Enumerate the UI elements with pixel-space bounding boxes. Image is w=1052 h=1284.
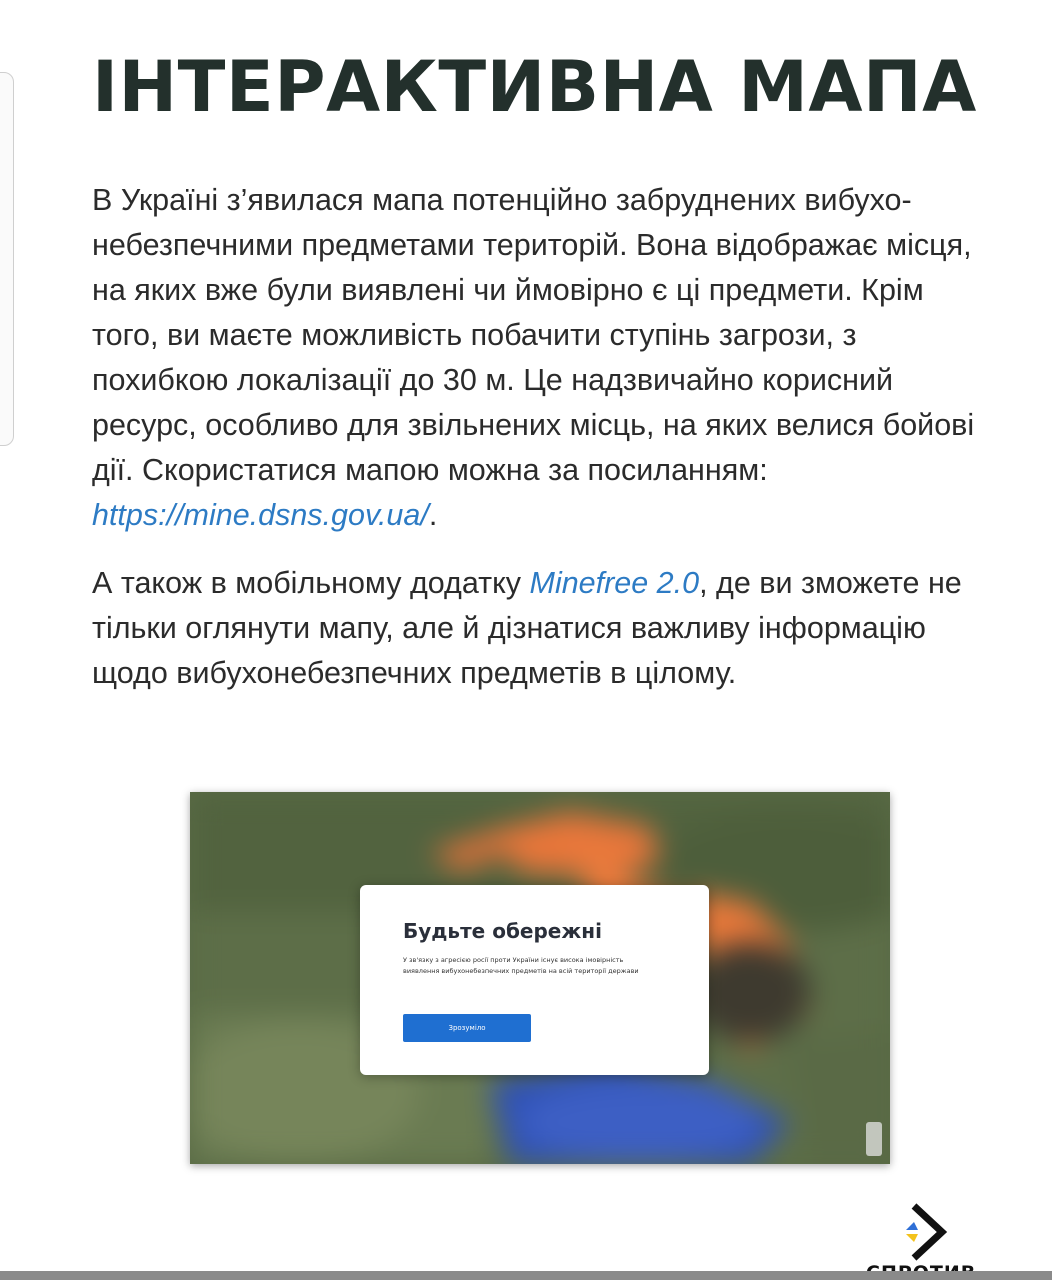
page-title: ІНТЕРАКТИВНА МАПА xyxy=(92,46,977,128)
paragraph-2-text: , де ви зможете не тільки оглянути мапу, але й дізнатися важливу інформацію щодо вибухонебезпечних предметів в цілому. xyxy=(92,566,962,690)
paragraph-1-end: . xyxy=(428,498,438,532)
logo-chevron-icon xyxy=(902,1200,954,1264)
bottom-scroll-bar xyxy=(0,1271,1052,1280)
paragraph-2-start: А також в мобільному додатку xyxy=(92,566,530,600)
paragraph-app-info xyxy=(92,561,992,696)
warning-modal xyxy=(360,885,709,1075)
understood-button[interactable]: Зрозуміло xyxy=(403,1014,531,1042)
minefree-app-link[interactable]: Minefree 2.0 xyxy=(529,566,700,600)
modal-text: У зв'язку з агресією росії проти України існує висока імовірність виявлення вибухонебезпечних предметів на всій території держави xyxy=(403,956,639,975)
map-screenshot xyxy=(190,792,890,1164)
sprotyv-logo xyxy=(864,1196,992,1280)
paragraph-map-info xyxy=(92,178,992,538)
modal-title: Будьте обережні xyxy=(403,919,602,943)
side-panel-handle[interactable] xyxy=(0,72,14,446)
mine-map-link[interactable]: https://mine.dsns.gov.ua/ xyxy=(92,498,429,532)
paragraph-1-text: В Україні з’явилася мапа потенційно забруднених вибухонебезпечними предметами територій. Вона відображає місця, на яких вже були виявлені чи ймовірно є ці предмети. Крім того, ви маєте можливість побачити ступінь загрози, з похибкою локалізації до 30 м. Це надзвичайно корисний ресурс, особливо для звільнених місць, на яких велися бойові дії. Скористатися мапою можна за посиланням: xyxy=(92,183,975,487)
map-zoom-control[interactable] xyxy=(866,1122,882,1156)
